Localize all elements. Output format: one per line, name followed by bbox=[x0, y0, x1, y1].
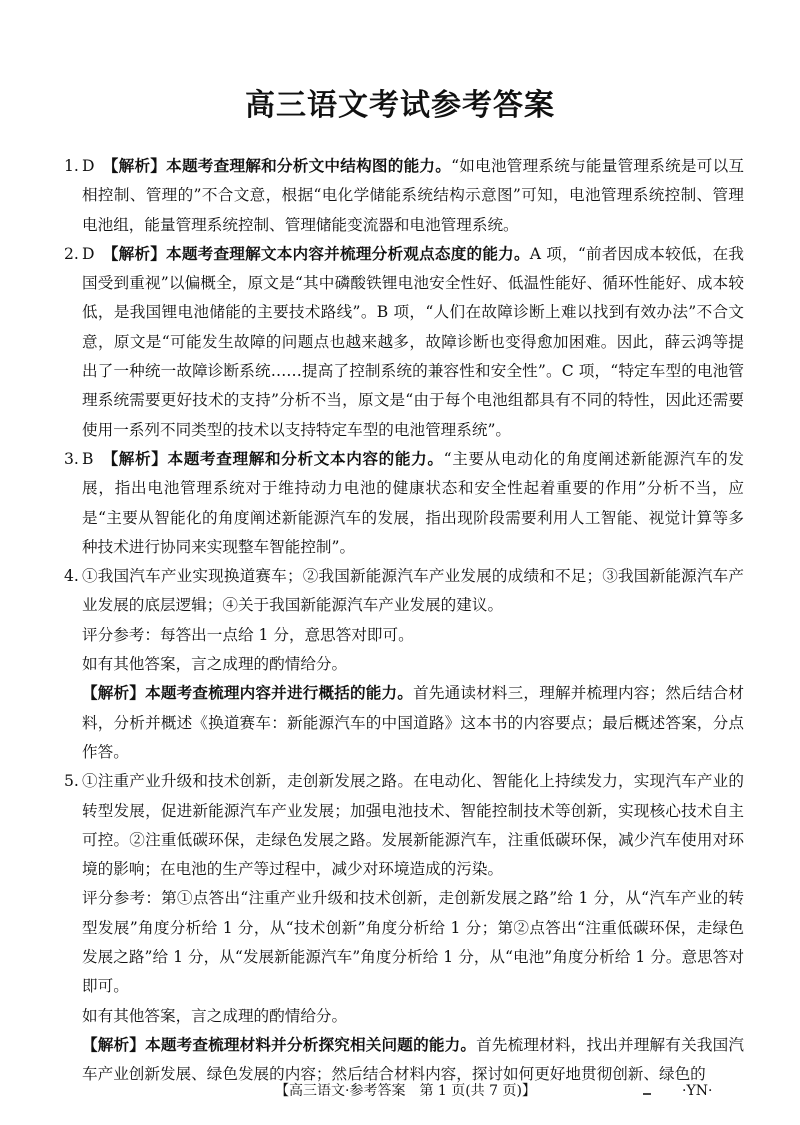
analysis-body: “如电池管理系统与能量管理系统是可以互相控制、管理的”不合文意，根据“电化学储能系统结构示意图”可知，电池管理系统控制、管理电池组，能量管理系统控制、管理储能变流器和电池管理系统。 bbox=[82, 157, 744, 234]
other-answers-note: 如有其他答案，言之成理的酌情给分。 bbox=[82, 1006, 348, 1025]
answer-item-2 bbox=[64, 240, 744, 445]
footer-page-info: 【高三语文·参考答案 第 1 页(共 7 页)】 bbox=[275, 1083, 536, 1099]
item-number: 4. bbox=[64, 567, 79, 586]
answer-text: ①注重产业升级和技术创新，走创新发展之路。在电动化、智能化上持续发力，实现汽车产业的转型发展，促进新能源汽车产业发展；加强电池技术、智能控制技术等创新，实现核心技术自主可控。②注重低碳环保，走绿色发展之路。发展新能源汽车，注重低碳环保，减少汽车使用对环境的影响；在电池的生产等过程中，减少对环境造成的污染。 bbox=[82, 772, 744, 879]
analysis-body: 首先梳理材料，找出并理解有关我国汽车产业创新发展、绿色发展的内容；然后结合材料内容，探讨如何更好地贯彻创新、绿色的 bbox=[82, 1035, 744, 1084]
answer-choice: D bbox=[82, 157, 95, 175]
answer-item-5 bbox=[64, 767, 744, 1089]
item-number: 5. bbox=[64, 772, 79, 791]
item-number: 3. bbox=[64, 449, 79, 468]
answer-item-4 bbox=[64, 562, 744, 767]
analysis-focus: 本题考查理解和分析文本内容的能力。 bbox=[167, 449, 444, 468]
answer-content bbox=[64, 152, 744, 1090]
analysis-focus: 本题考查理解和分析文中结构图的能力。 bbox=[166, 157, 452, 175]
analysis-focus: 本题考查梳理材料并分析探究相关问题的能力。 bbox=[145, 1035, 477, 1054]
answer-item-1 bbox=[64, 152, 744, 240]
page-title: 高三语文考试参考答案 bbox=[245, 88, 555, 123]
analysis-tag: 【解析】 bbox=[110, 157, 167, 175]
analysis-tag: 【解析】 bbox=[110, 449, 168, 468]
footer-region-code: ·YN· bbox=[682, 1083, 713, 1099]
analysis-tag: 【解析】 bbox=[82, 684, 146, 703]
other-answers-note: 如有其他答案，言之成理的酌情给分。 bbox=[82, 655, 348, 674]
analysis-tag: 【解析】 bbox=[82, 1035, 146, 1054]
analysis-paragraph bbox=[82, 679, 744, 767]
analysis-focus: 本题考查理解文本内容并梳理分析观点态度的能力。 bbox=[166, 244, 530, 263]
analysis-body: “主要从电动化的角度阐述新能源汽车的发展，指出电池管理系统对于维持动力电池的健康状态和安全性起着重要的作用”分析不当，应是“主要从智能化的角度阐述新能源汽车的发展，指出现阶段需要利用人工智能、视觉计算等多种技术进行协同来实现整车智能控制”。 bbox=[82, 449, 744, 556]
answer-choice: B bbox=[82, 449, 94, 468]
item-number: 2. bbox=[64, 244, 79, 263]
analysis-body: 首先通读材料三，理解并梳理内容；然后结合材料，分析并概述《换道赛车：新能源汽车的中国道路》这本书的内容要点；最后概述答案，分点作答。 bbox=[82, 684, 744, 761]
analysis-tag: 【解析】 bbox=[110, 244, 167, 263]
analysis-focus: 本题考查梳理内容并进行概括的能力。 bbox=[145, 684, 414, 703]
scoring-note: 评分参考：每答出一点给 1 分，意思答对即可。 bbox=[82, 625, 414, 644]
page-footer bbox=[0, 1079, 800, 1103]
footer-dash-mark bbox=[643, 1093, 651, 1095]
answer-choice: D bbox=[82, 244, 95, 263]
scoring-note: 评分参考：第①点答出“注重产业升级和技术创新，走创新发展之路”给 1 分，从“汽车产业的转型发展”角度分析给 1 分，从“技术创新”角度分析给 1 分；第②点答出“注重低碳环保，走绿色发展之路”给 1 分，从“发展新能源汽车”角度分析给 1 分，从“电池”角度分析给 1 分。意思答对即可。 bbox=[82, 889, 744, 996]
item-number: 1. bbox=[64, 157, 79, 175]
analysis-body: A 项，“前者因成本较低，在我国受到重视”以偏概全，原文是“其中磷酸铁锂电池安全性好、低温性能好、循环性能好、成本较低，是我国锂电池储能的主要技术路线”。B 项，“人们在故障诊断上难以找到有效办法”不合文意，原文是“可能发生故障的问题点也越来越多，故障诊断也变得愈加困难。因此，薛云鸿等提出了一种统一故障诊断系统……提高了控制系统的兼容性和安全性”。C 项，“特定车型的电池管理系统需要更好技术的支持”分析不当，原文是“由于每个电池组都具有不同的特性，因此还需要使用一系列不同类型的技术以支持特定车型的电池管理系统”。 bbox=[82, 244, 744, 439]
answer-text: ①我国汽车产业实现换道赛车；②我国新能源汽车产业发展的成绩和不足；③我国新能源汽车产业发展的底层逻辑；④关于我国新能源汽车产业发展的建议。 bbox=[82, 567, 744, 615]
answer-item-3 bbox=[64, 445, 744, 562]
